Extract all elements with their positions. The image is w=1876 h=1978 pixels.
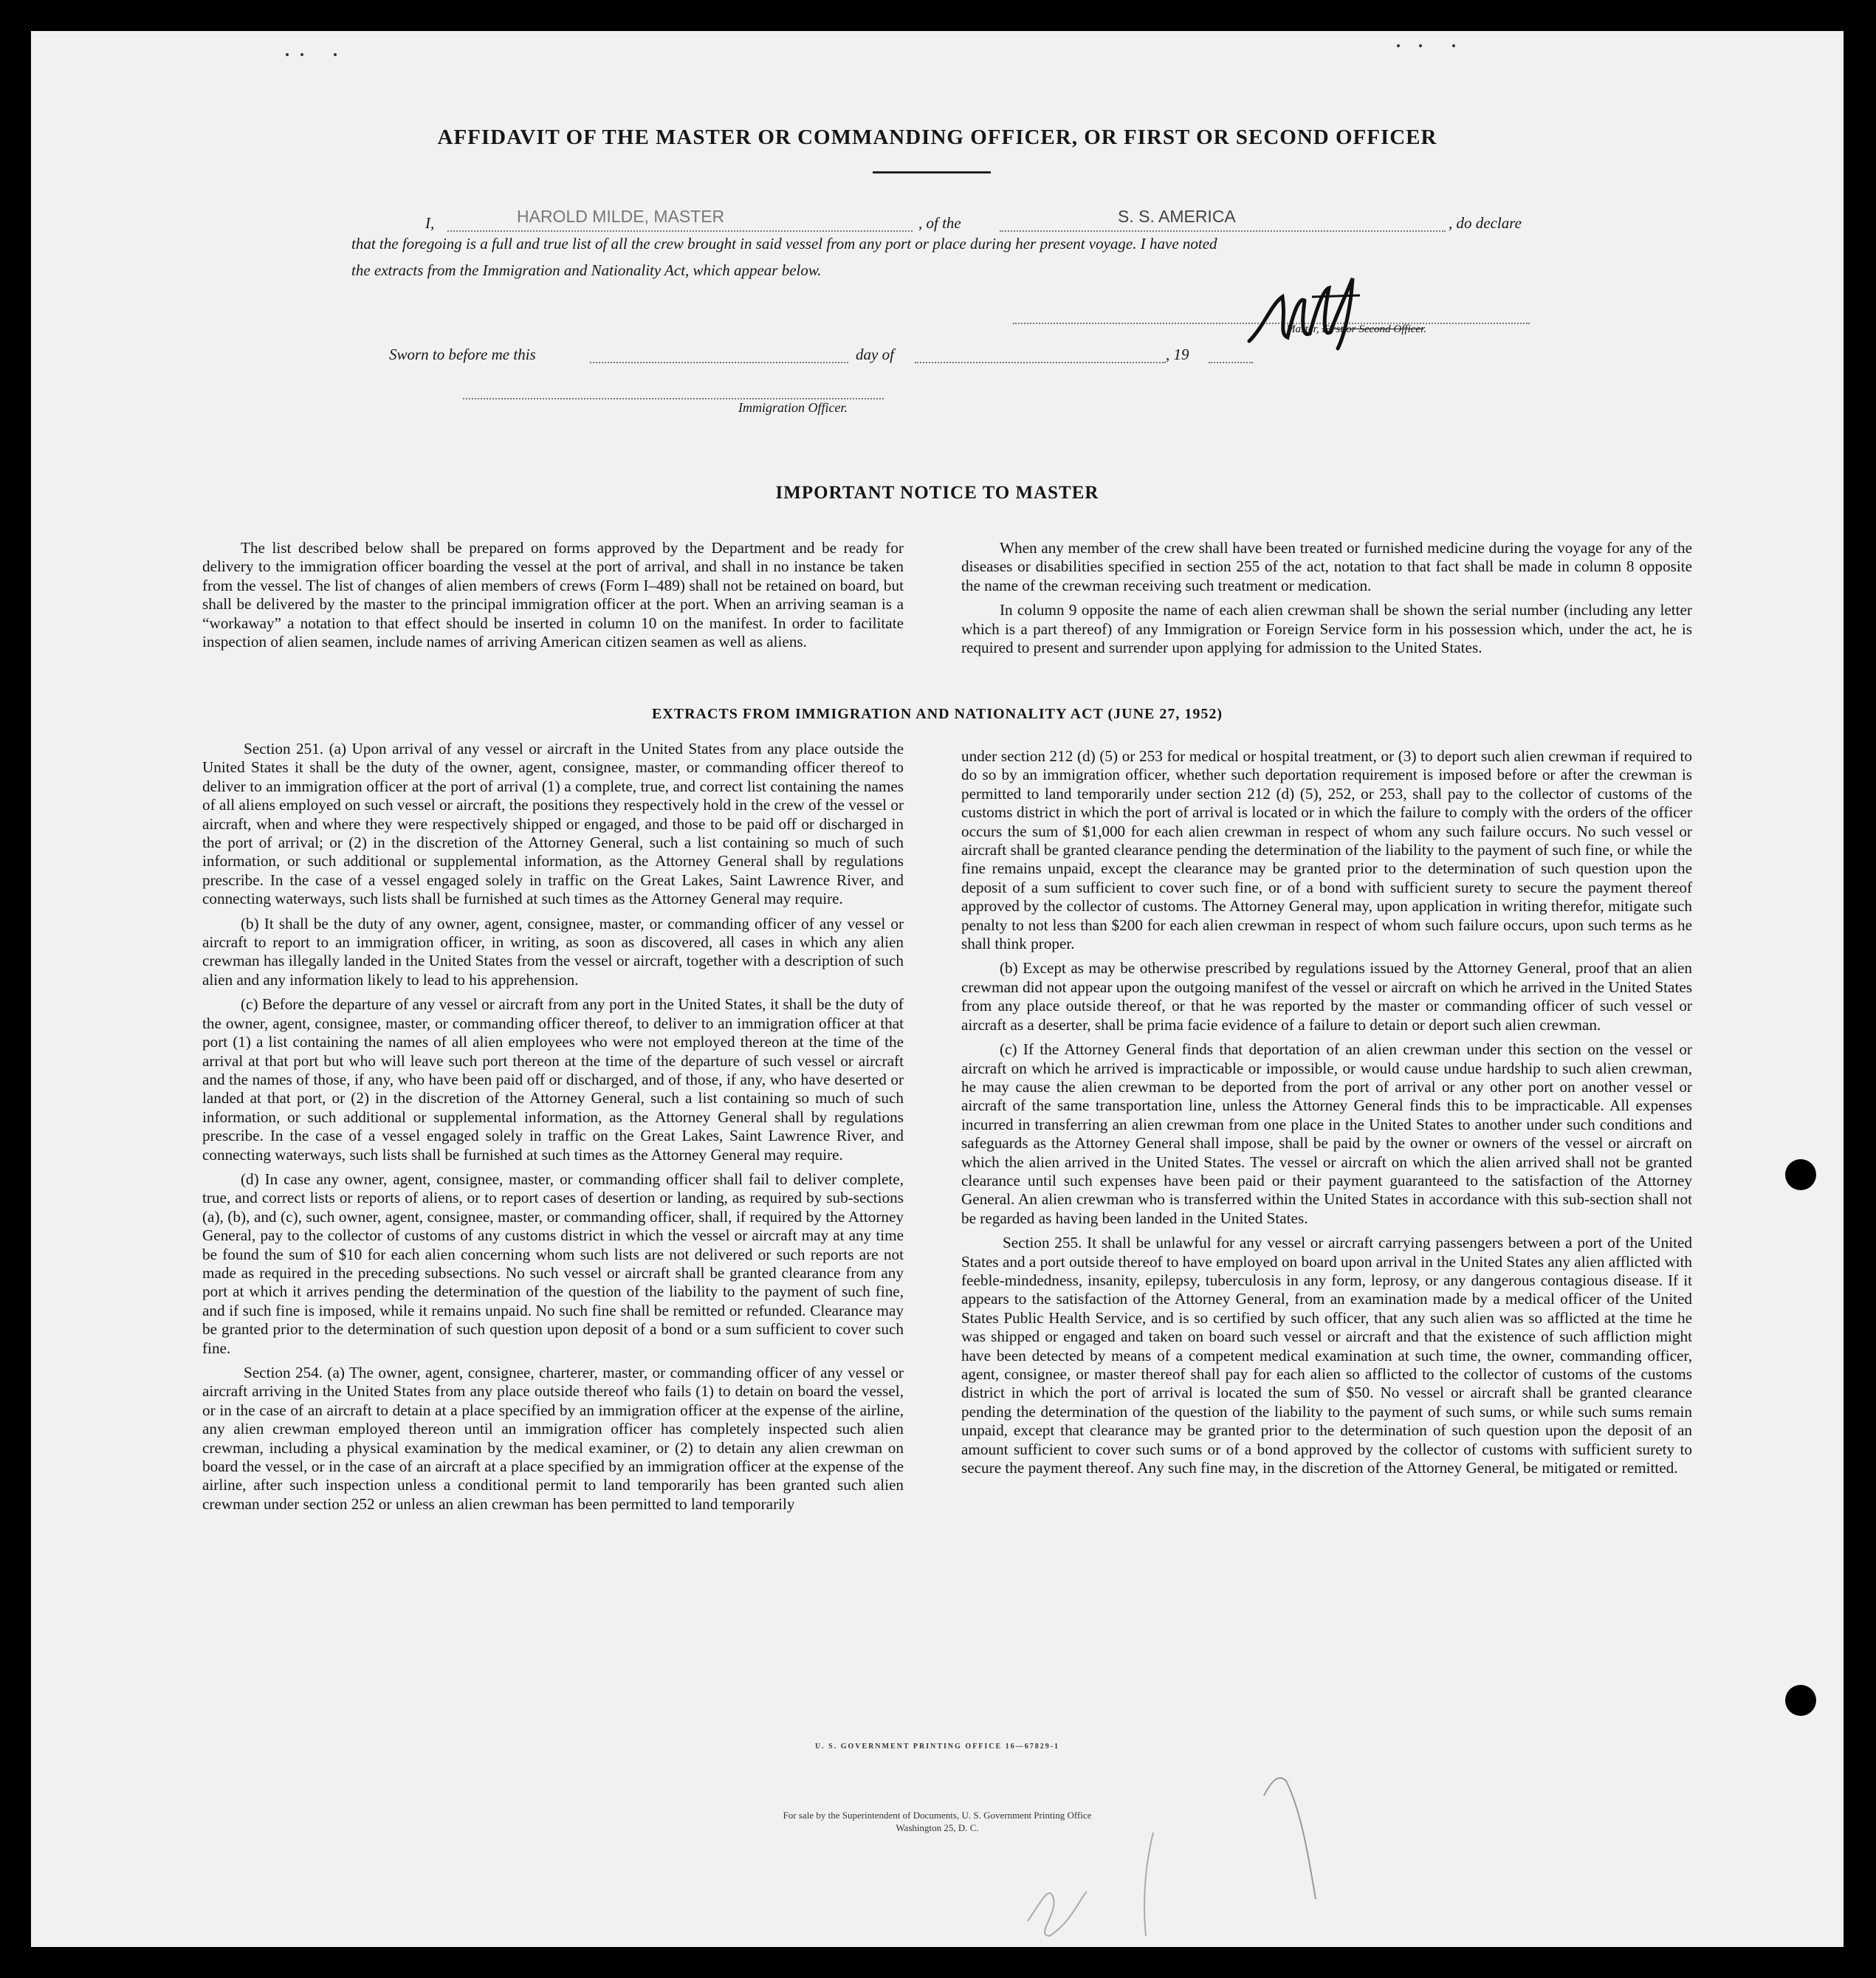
caption-end: . bbox=[1423, 323, 1426, 335]
section-251-c: (c) Before the departure of any vessel or aircraft from any port in the United States, it shall be the duty of the owner, agent, consignee, master, or commanding officer thereof, to deliver to an immigration officer at that port (1) a list containing the names of all alien employees who were not employed thereon at the time of the arrival at that port but who will leave such port thereon at the time of the departure of such vessel or aircraft and the names of those, if any, who have been paid off or discharged, and of those, if any, who have deserted or landed at that port, or (2) in the discretion of the Attorney General, such a list containing so much of such information, or such additional or supplemental information, as the Attorney General shall by regulations prescribe. In the case of a vessel engaged solely in traffic on the Great Lakes, Saint Lawrence River, and connecting waterways, such lists shall be furnished at such times as the Attorney General may require. bbox=[202, 995, 904, 1164]
paper-speck bbox=[1452, 44, 1455, 47]
section-251-d: (d) In case any owner, agent, consignee, master, or commanding officer shall fail to deliver complete, true, and correct lists or reports of aliens, or to report cases of desertion or landing, as required by sub-sections (a), (b), and (c), such owner, agent, consignee, master, or commanding officer, shall, if required by the Attorney General, pay to the collector of customs of any customs district in which the vessel or aircraft may at any time be found the sum of $10 for each alien concerning whom such lists are not delivered or such reports are not made as required in the preceding subsections. No such vessel or aircraft shall be granted clearance from any port at which it arrives pending the determination of the question of the liability to the payment of such fine, and if such fine is imposed, while it remains unpaid. No such fine shall be remitted or refunded. Clearance may be granted prior to the determination of such question upon deposit of a bond or a sum sufficient to cover such fine. bbox=[202, 1170, 904, 1357]
paper-speck bbox=[1397, 44, 1400, 47]
vessel-name-field: S. S. AMERICA bbox=[1118, 207, 1236, 226]
do-declare-label: , do declare bbox=[1449, 214, 1522, 232]
sworn-day-underline bbox=[590, 362, 848, 363]
section-251-a: Section 251. (a) Upon arrival of any vessel or aircraft in the United States from any place outside the United States it shall be the duty of the owner, agent, consignee, master, or commanding officer thereof to deliver to an immigration officer at the port of arrival (1) a complete, true, and correct list containing the names of all aliens employed on such vessel or aircraft, the positions they respectively hold in the crew of the vessel or aircraft, when and where they were respectively shipped or engaged, and those to be paid off or discharged in the port of arrival; or (2) in the discretion of the Attorney General, such a list containing so much of such information, or such additional or supplemental information, as the Attorney General shall by regulations prescribe. In the case of a vessel engaged solely in traffic on the Great Lakes, Saint Lawrence River, and connecting waterways, such lists shall be furnished at such times as the Attorney General may require. bbox=[202, 740, 904, 908]
punch-hole bbox=[1785, 1685, 1816, 1716]
caption-master: Master, bbox=[1286, 323, 1319, 335]
year-label: , 19 bbox=[1166, 346, 1189, 363]
extracts-left-column bbox=[202, 740, 904, 1519]
printer-line: U. S. GOVERNMENT PRINTING OFFICE 16—67829-1 bbox=[814, 1742, 1060, 1751]
officer-signature-line bbox=[463, 398, 884, 399]
section-254-c: (c) If the Attorney General finds that deportation of an alien crewman under this section on the vessel or aircraft on which he arrived is impracticable or impossible, or would cause undue hardship to such alien crewman, he may cause the alien crewman to be deported from the port of arrival or any other port on another vessel or aircraft of the same transportation line, unless the Attorney General finds this to be impracticable. All expenses incurred in transferring an alien crewman from one place in the United States to another under such conditions and safeguards as the Attorney General shall impose, shall be paid by the owner or owners of the vessel or aircraft on which the alien arrived in the United States. The vessel or aircraft on which the alien arrived shall not be granted clearance until such expenses have been paid or their payment guaranteed to the satisfaction of the Attorney General. An alien crewman who is transferred within the United States in accordance with this sub-section shall not be regarded as having been landed in the United States. bbox=[961, 1040, 1692, 1227]
extracts-heading: EXTRACTS FROM IMMIGRATION AND NATIONALITY ACT (JUNE 27, 1952) bbox=[651, 706, 1223, 722]
declaration-text-1: that the foregoing is a full and true list of all the crew brought in said vessel from any port or place during her present voyage. I have noted bbox=[351, 235, 1217, 253]
notice-right-paragraph-1: When any member of the crew shall have been treated or furnished medicine during the voyage for any of the diseases or disabilities specified in section 255 of the act, notation to that fact shall be made in column 8 opposite the name of the crewman receiving such treatment or medication. bbox=[961, 539, 1692, 594]
affidavit-title: AFFIDAVIT OF THE MASTER OR COMMANDING OFFICER, OR FIRST OR SECOND OFFICER bbox=[437, 126, 1437, 149]
footer bbox=[31, 1809, 1844, 1834]
title-rule bbox=[873, 171, 991, 174]
paper-speck bbox=[1419, 44, 1422, 47]
form-sheet bbox=[31, 31, 1844, 1947]
sworn-month-underline bbox=[915, 362, 1166, 363]
year-underline bbox=[1209, 362, 1253, 363]
notice-right-column bbox=[961, 539, 1692, 663]
notice-left-column bbox=[202, 539, 904, 657]
immigration-officer-label: Immigration Officer. bbox=[738, 400, 848, 415]
paper-speck bbox=[334, 53, 337, 56]
paper-speck bbox=[286, 53, 289, 56]
declaration-text-2: the extracts from the Immigration and Nationality Act, which appear below. bbox=[351, 261, 822, 279]
sworn-line bbox=[389, 346, 1275, 375]
section-254-b: (b) Except as may be otherwise prescribed by regulations issued by the Attorney General, proof that an alien crewman did not appear upon the outgoing manifest of the vessel or aircraft on which he arrived in the United States from any place outside thereof, or that he was reported by the master or commanding officer of such vessel or aircraft as a deserter, shall be prima facie evidence of a failure to detain or deport such alien crewman. bbox=[961, 959, 1692, 1034]
caption-struck-officer: First or Second Officer bbox=[1322, 323, 1424, 335]
section-254-a-continued: under section 212 (d) (5) or 253 for medical or hospital treatment, or (3) to deport such alien crewman if required to do so by an immigration officer, whether such deportation requirement is imposed before or after the crewman is permitted to land temporarily under section 212 (d) (5), 252, or 253, shall pay to the collector of customs of the customs district in which the port of arrival is located or in which the failure to comply with the orders of the officer occurs the sum of $1,000 for each alien crewman in respect of whom any such failure occurs. No such vessel or aircraft shall be granted clearance pending the determination of the liability to the payment of such fine, or while the fine remains unpaid, except the clearance may be granted prior to the determination of such question upon the deposit of a sum sufficient to cover such fine, or of a bond with sufficient surety to secure the payment thereof approved by the collector of customs. The Attorney General may, upon application in writing therefor, mitigate such penalty to not less than $200 for each alien crewman in respect of whom such failure occurs, upon such terms as he shall think proper. bbox=[961, 747, 1692, 953]
of-the-label: , of the bbox=[918, 214, 961, 232]
notice-left-paragraph: The list described below shall be prepared on forms approved by the Department and be ready for delivery to the immigration officer boarding the vessel at the port of arrival, and shall in no instance be taken from the vessel. The list of changes of alien members of crews (Form I–489) shall not be retained on board, but shall be delivered by the master to the principal immigration officer at the port. When an arriving seaman is a “workaway” a notation to that effect should be inserted in column 10 on the manifest. In order to facilitate inspection of alien seamen, include names of arriving American citizen seamen as well as aliens. bbox=[202, 539, 904, 651]
pencil-marks bbox=[983, 1751, 1353, 1943]
handwritten-signature bbox=[1242, 267, 1389, 356]
notice-right-paragraph-2: In column 9 opposite the name of each alien crewman shall be shown the serial number (including any letter which is a part thereof) of any Immigration or Foreign Service form in his possession which, under the act, he is required to present and surrender upon applying for admission to the United States. bbox=[961, 601, 1692, 657]
notice-heading: IMPORTANT NOTICE TO MASTER bbox=[775, 483, 1099, 503]
punch-hole bbox=[1785, 1159, 1816, 1190]
footer-line-1: For sale by the Superintendent of Documents, U. S. Government Printing Office bbox=[783, 1810, 1092, 1821]
master-name-field: HAROLD MILDE, MASTER bbox=[517, 207, 725, 226]
section-251-b: (b) It shall be the duty of any owner, agent, consignee, master, or commanding officer of any vessel or aircraft to report to an immigration officer, in writing, as soon as discovered, all cases in which any alien crewman has illegally landed in the United States from the vessel or aircraft, together with a description of such alien and any information likely to lead to his apprehension. bbox=[202, 914, 904, 989]
section-254-a: Section 254. (a) The owner, agent, consignee, charterer, master, or commanding officer of any vessel or aircraft arriving in the United States from any place outside thereof who fails (1) to detain on board the vessel, or in the case of an aircraft to detain at a place specified by an immigration officer at the expense of the airline, any alien crewman employed thereon until an immigration officer has completely inspected such alien crewman, including a physical examination by the medical examiner, or (2) to detain any alien crewman on board the vessel, or in the case of an aircraft at a place specified by an immigration officer at the expense of the airline, after such inspection unless a conditional permit to land temporarily has been granted such alien crewman under section 252 or unless an alien crewman has been permitted to land temporarily bbox=[202, 1364, 904, 1513]
day-of-label: day of bbox=[856, 346, 894, 363]
section-255: Section 255. It shall be unlawful for any vessel or aircraft carrying passengers between a port of the United States and a port outside thereof to have employed on board upon arrival in the United States any alien afflicted with feeble-mindedness, insanity, epilepsy, tuberculosis in any form, leprosy, or any dangerous contagious disease. If it appears to the satisfaction of the Attorney General, from an examination made by a medical officer of the United States Public Health Service, and is so certified by such officer, that any such alien was so afflicted at the time he was shipped or engaged and taken on board such vessel or aircraft and that the existence of such affliction might have been detected by means of a competent medical examination at such time, the owner, commanding officer, agent, consignee, or master thereof shall pay for each alien so afflicted to the collector of customs of the customs district in which the port of arrival is located the sum of $50. No vessel or aircraft shall be granted clearance pending the determination of the question of the liability to the payment of such sums, or while such sums remain unpaid, except that clearance may be granted prior to the determination of such question upon the deposit of an amount sufficient to cover such sums or of a bond approved by the collector of customs with sufficient surety to secure the payment thereof. Any such fine may, in the discretion of the Attorney General, be mitigated or remitted. bbox=[961, 1234, 1692, 1477]
paper-speck bbox=[300, 53, 303, 56]
footer-line-2: Washington 25, D. C. bbox=[896, 1822, 979, 1833]
pronoun-label: I, bbox=[425, 214, 435, 232]
sworn-label: Sworn to before me this bbox=[389, 346, 536, 363]
extracts-right-column bbox=[961, 747, 1692, 1483]
signature-caption bbox=[1286, 323, 1426, 336]
